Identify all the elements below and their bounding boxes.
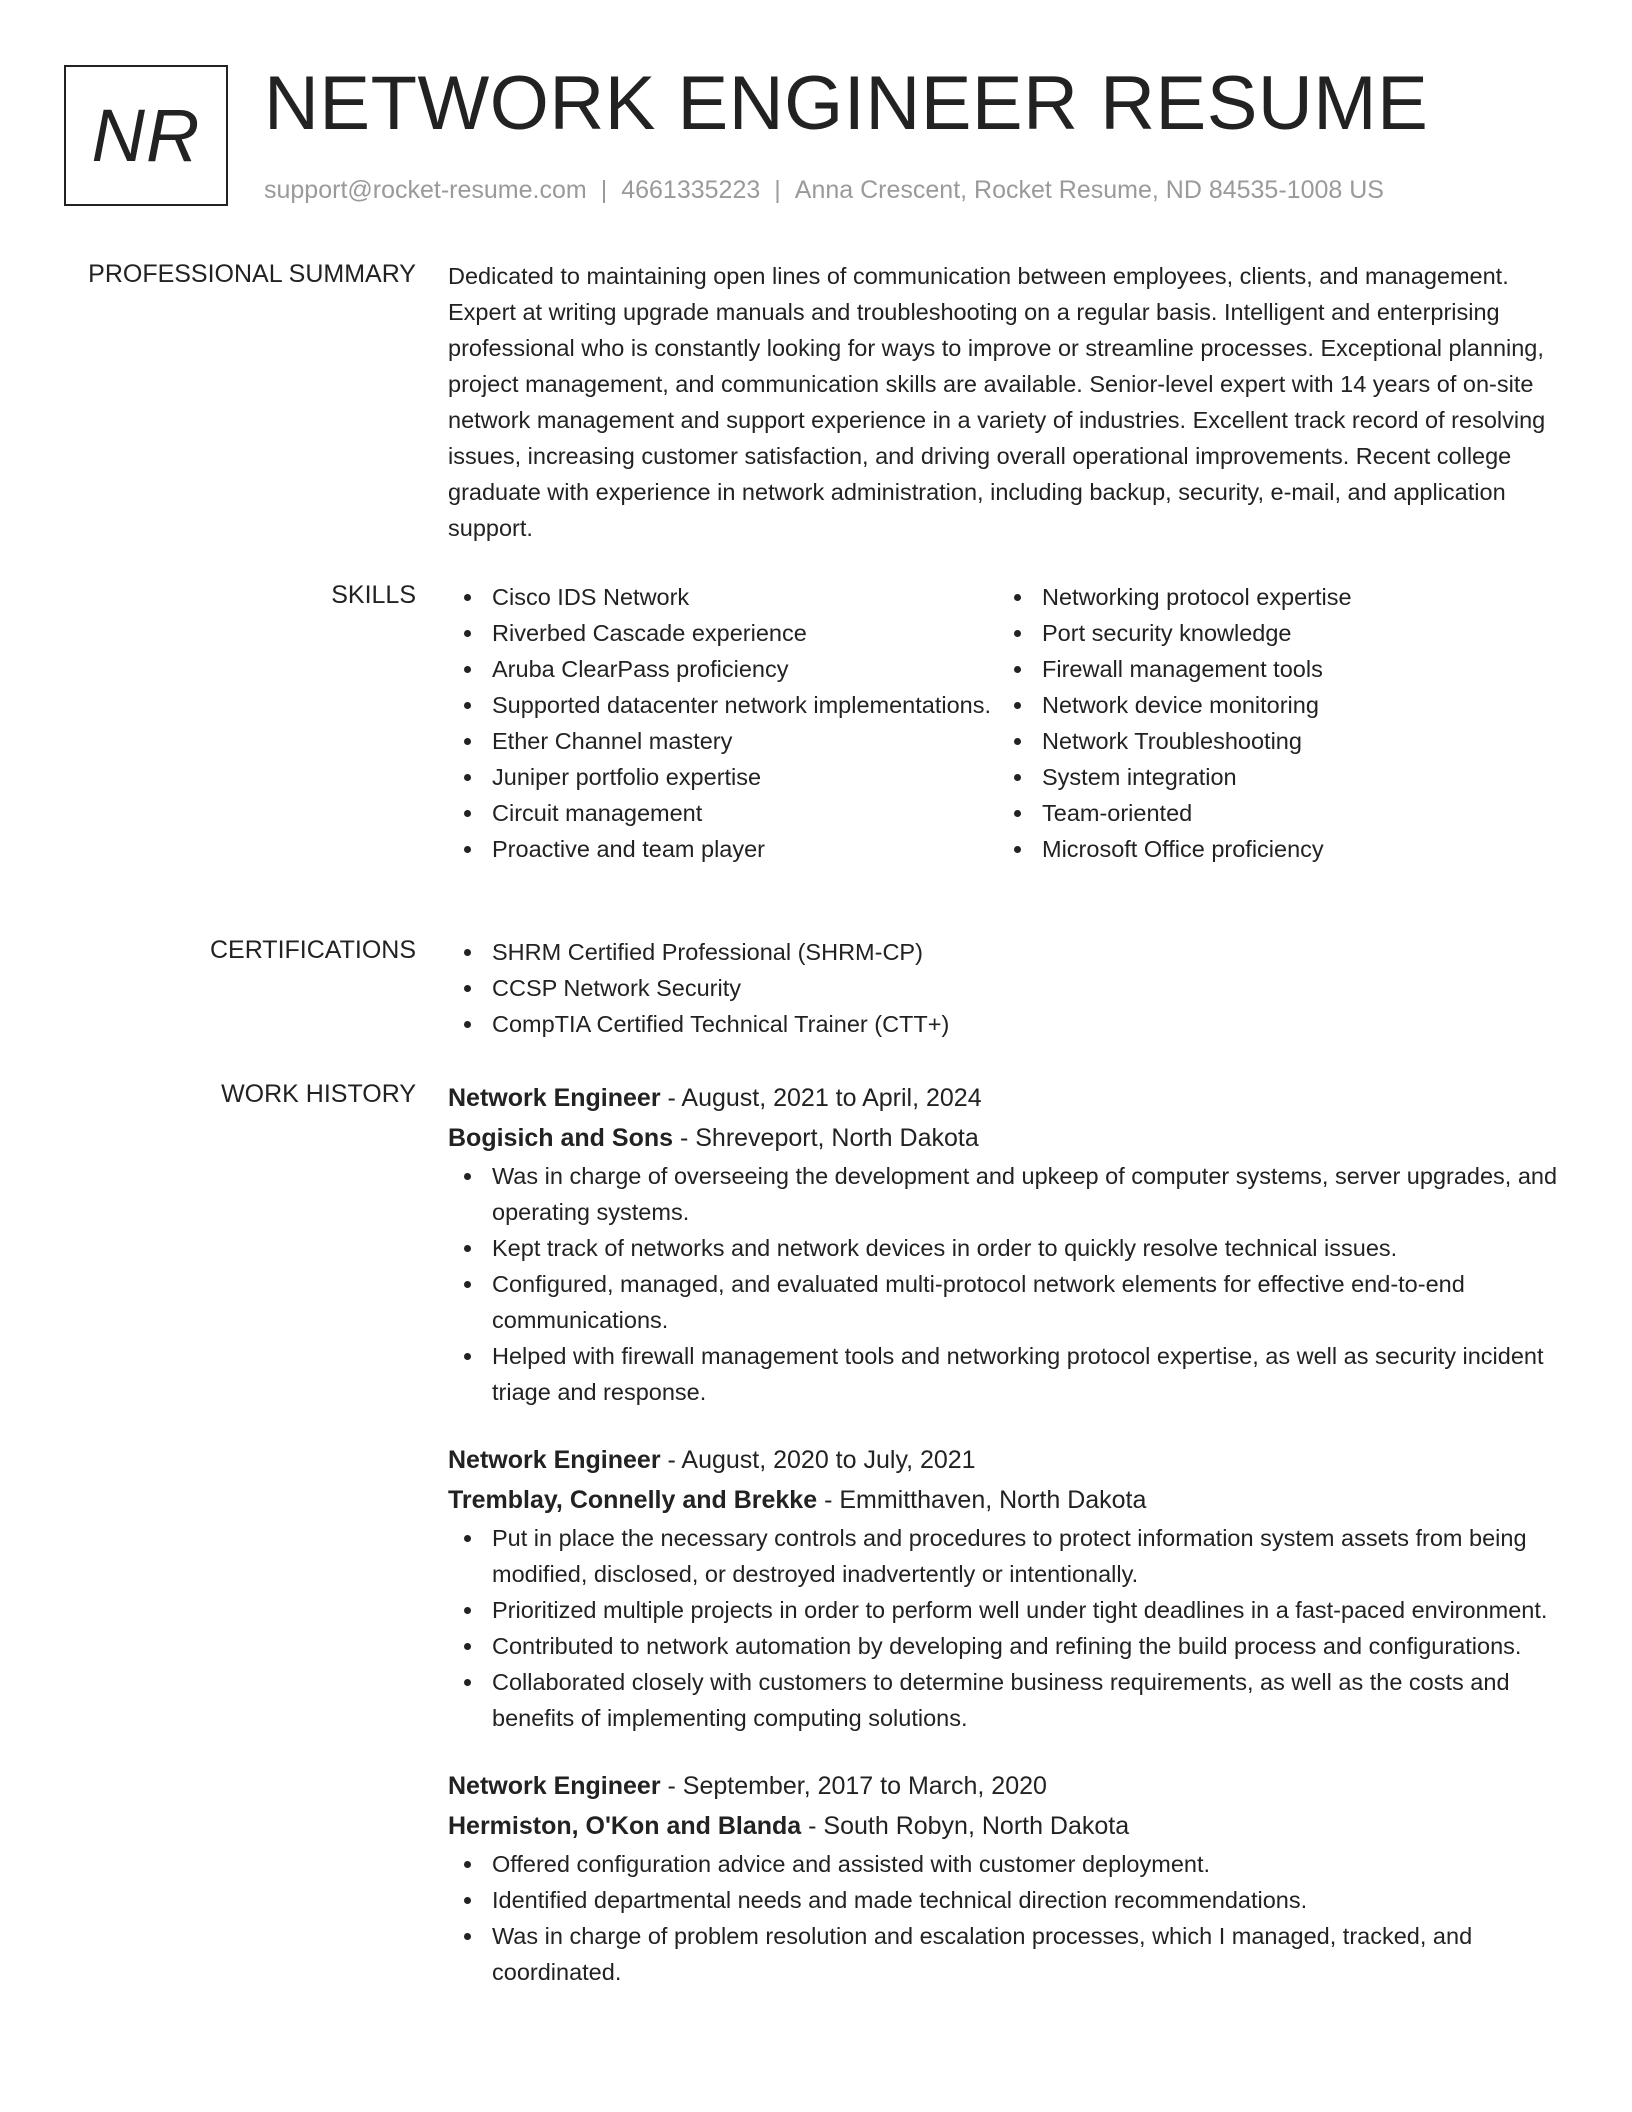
job-entry: [448, 1766, 1568, 1990]
summary-body: [448, 258, 1568, 546]
skill-item: Juniper portfolio expertise: [448, 759, 998, 795]
skills-body: [448, 579, 1568, 867]
job-bullet: Contributed to network automation by developing and refining the build process and configurations.: [448, 1628, 1568, 1664]
job-bullets: [448, 1520, 1568, 1736]
certification-item: SHRM Certified Professional (SHRM-CP): [448, 934, 1568, 970]
job-company-line: [448, 1806, 1568, 1846]
job-company: Hermiston, O'Kon and Blanda: [448, 1812, 802, 1840]
skill-item: Network Troubleshooting: [998, 723, 1558, 759]
section-label-certifications: CERTIFICATIONS: [209, 936, 416, 964]
job-bullet: Identified departmental needs and made technical direction recommendations.: [448, 1882, 1568, 1918]
skills-list-right: [998, 579, 1558, 867]
job-bullet: Helped with firewall management tools and networking protocol expertise, as well as security incident triage and response.: [448, 1338, 1568, 1410]
skills-columns: [448, 579, 1568, 867]
job-title: Network Engineer: [448, 1084, 661, 1112]
job-location: - South Robyn, North Dakota: [801, 1812, 1130, 1840]
skill-item: Proactive and team player: [448, 831, 998, 867]
job-company-line: [448, 1118, 1568, 1158]
job-bullet: Was in charge of overseeing the development and upkeep of computer systems, server upgrades, and operating systems.: [448, 1158, 1568, 1230]
skill-item: Team-oriented: [998, 795, 1558, 831]
job-bullet: Collaborated closely with customers to determine business requirements, as well as the costs and benefits of implementing computing solutions.: [448, 1664, 1568, 1736]
skill-item: Firewall management tools: [998, 651, 1558, 687]
section-label-work-history: WORK HISTORY: [221, 1080, 416, 1108]
job-entry: [448, 1440, 1568, 1736]
job-company-line: [448, 1480, 1568, 1520]
skill-item: Aruba ClearPass proficiency: [448, 651, 998, 687]
contact-phone[interactable]: 4661335223: [621, 176, 761, 204]
job-bullet: Was in charge of problem resolution and escalation processes, which I managed, tracked, and coordinated.: [448, 1918, 1568, 1990]
job-bullet: Kept track of networks and network devices in order to quickly resolve technical issues.: [448, 1230, 1568, 1266]
contact-separator: |: [600, 176, 608, 204]
job-bullet: Offered configuration advice and assisted with customer deployment.: [448, 1846, 1568, 1882]
skill-item: Networking protocol expertise: [998, 579, 1558, 615]
skill-item: System integration: [998, 759, 1558, 795]
monogram-initials: NR: [91, 94, 201, 177]
skill-item: Cisco IDS Network: [448, 579, 998, 615]
contact-line: [264, 176, 1384, 205]
job-dates: - September, 2017 to March, 2020: [660, 1772, 1047, 1800]
job-entry: [448, 1078, 1568, 1410]
job-company: Tremblay, Connelly and Brekke: [448, 1486, 818, 1514]
contact-separator: |: [774, 176, 781, 204]
certification-item: CCSP Network Security: [448, 970, 1568, 1006]
section-label-skills: SKILLS: [331, 581, 416, 609]
job-dates: - August, 2020 to July, 2021: [660, 1446, 976, 1474]
certifications-body: [448, 934, 1568, 1042]
job-title: Network Engineer: [448, 1772, 661, 1800]
skill-item: Microsoft Office proficiency: [998, 831, 1558, 867]
job-title-line: [448, 1440, 1568, 1480]
job-title: Network Engineer: [448, 1446, 661, 1474]
resume-title: NETWORK ENGINEER RESUME: [264, 61, 1429, 146]
job-title-line: [448, 1766, 1568, 1806]
skill-item: Riverbed Cascade experience: [448, 615, 998, 651]
job-title-line: [448, 1078, 1568, 1118]
skill-item: Circuit management: [448, 795, 998, 831]
skill-item: Supported datacenter network implementations.: [448, 687, 998, 723]
skills-list-left: [448, 579, 998, 867]
skill-item: Network device monitoring: [998, 687, 1558, 723]
resume-header: [64, 61, 1584, 210]
certification-item: CompTIA Certified Technical Trainer (CTT+): [448, 1006, 1568, 1042]
job-bullet: Configured, managed, and evaluated multi-protocol network elements for effective end-to-end communications.: [448, 1266, 1568, 1338]
job-company: Bogisich and Sons: [448, 1124, 674, 1152]
job-bullets: [448, 1846, 1568, 1990]
job-location: - Emmitthaven, North Dakota: [817, 1486, 1147, 1514]
contact-email[interactable]: support@rocket-resume.com: [264, 176, 587, 204]
certifications-list: [448, 934, 1568, 1042]
job-bullet: Prioritized multiple projects in order to perform well under tight deadlines in a fast-paced environment.: [448, 1592, 1568, 1628]
contact-address: Anna Crescent, Rocket Resume, ND 84535-1008 US: [794, 176, 1384, 204]
monogram-box: [64, 65, 228, 206]
job-location: - Shreveport, North Dakota: [673, 1124, 979, 1152]
work-history-body: [448, 1078, 1568, 2020]
section-label-summary: PROFESSIONAL SUMMARY: [88, 260, 416, 288]
job-bullet: Put in place the necessary controls and procedures to protect information system assets from being modified, disclosed, or destroyed inadvertently or intentionally.: [448, 1520, 1568, 1592]
job-bullets: [448, 1158, 1568, 1410]
skill-item: Port security knowledge: [998, 615, 1558, 651]
summary-text: Dedicated to maintaining open lines of communication between employees, clients, and management. Expert at writing upgrade manuals and troubleshooting on a regular basis. Intelligent and enterprising professional who is constantly looking for ways to improve or streamline processes. Exceptional planning, project management, and communication skills are available. Senior-level expert with 14 years of on-site network management and support experience in a variety of industries. Excellent track record of resolving issues, increasing customer satisfaction, and driving overall operational improvements. Recent college graduate with experience in network administration, including backup, security, e-mail, and application support.: [448, 263, 1546, 541]
skill-item: Ether Channel mastery: [448, 723, 998, 759]
job-dates: - August, 2021 to April, 2024: [660, 1084, 982, 1112]
